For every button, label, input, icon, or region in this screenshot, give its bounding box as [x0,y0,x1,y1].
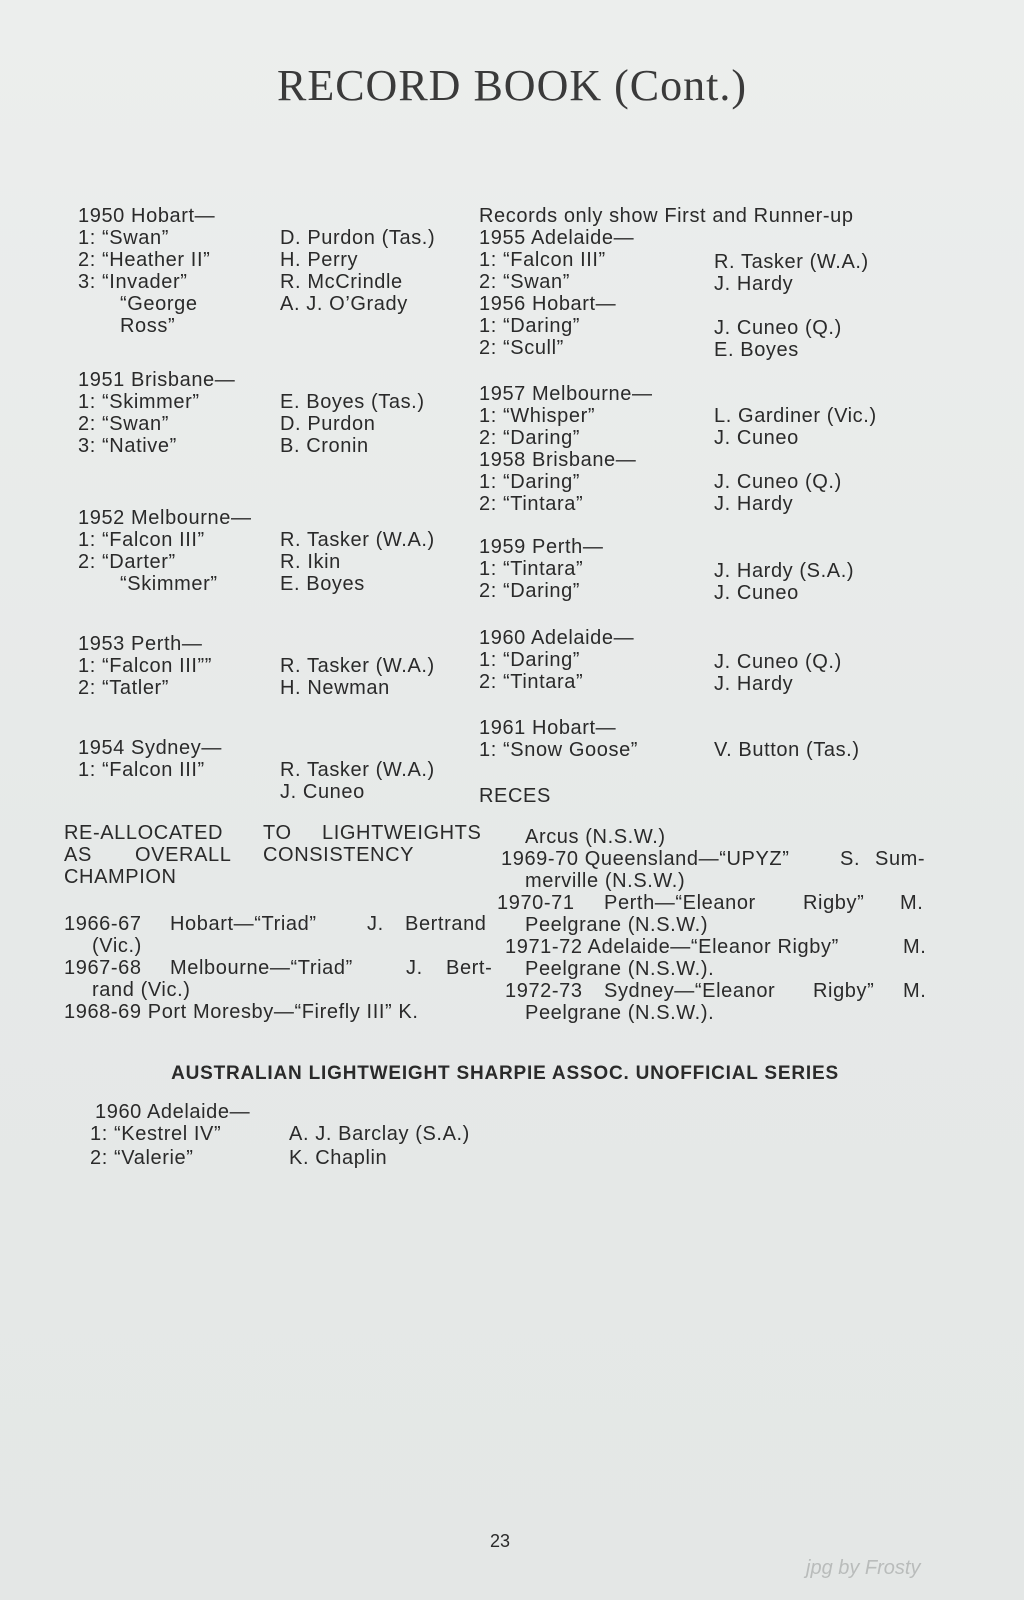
boat-name: “George [120,293,198,315]
boat-name: 2: “Daring” [479,427,581,449]
realloc-entry: Rigby” [803,892,865,914]
boat-name: 1: “Daring” [479,649,581,671]
realloc-entry: Hobart—“Triad” [170,913,317,935]
skipper-name: J. Hardy [714,493,794,515]
race-header: 1961 Hobart— [479,717,617,739]
realloc-text: AS [64,844,92,866]
realloc-entry: M. [900,892,924,914]
boat-name: 2: “Daring” [479,580,581,602]
skipper-name: R. McCrindle [280,271,403,293]
skipper-name: A. J. O’Grady [280,293,408,315]
race-header: 1952 Melbourne— [78,507,252,529]
skipper-name: J. Cuneo (Q.) [714,651,842,673]
boat-name: 1: “Falcon III” [78,759,205,781]
skipper-name: J. Cuneo (Q.) [714,317,842,339]
boat-name: Ross” [120,315,176,337]
boat-name: 2: “Tintara” [479,671,584,693]
boat-name: 1: “Whisper” [479,405,596,427]
race-header: 1958 Brisbane— [479,449,637,471]
realloc-entry: Peelgrane (N.S.W.). [525,1002,715,1024]
credit-watermark: jpg by Frosty [806,1557,921,1579]
realloc-entry: 1966-67 [64,913,142,935]
realloc-entry: Sydney—“Eleanor [604,980,776,1002]
realloc-entry: Sum- [875,848,926,870]
realloc-entry: M. [903,936,927,958]
race-header: 1959 Perth— [479,536,604,558]
skipper-name: J. Cuneo [280,781,365,803]
boat-name: 1: “Snow Goose” [479,739,639,761]
skipper-name: D. Purdon (Tas.) [280,227,436,249]
realloc-text: OVERALL [135,844,232,866]
boat-name: 1: “Skimmer” [78,391,200,413]
boat-name: 3: “Invader” [78,271,188,293]
realloc-entry: S. [840,848,861,870]
race-header: 1960 Adelaide— [95,1101,251,1123]
race-header: 1956 Hobart— [479,293,617,315]
records-note: Records only show First and Runner-up [479,205,854,227]
skipper-name: R. Tasker (W.A.) [280,655,435,677]
realloc-entry: 1968-69 Port Moresby—“Firefly III” K. [64,1001,419,1023]
realloc-entry: Peelgrane (N.S.W.) [525,914,709,936]
skipper-name: J. Cuneo [714,427,799,449]
page-number: 23 [490,1531,511,1551]
boat-name: 1: “Swan” [78,227,169,249]
boat-name: 2: “Tatler” [78,677,170,699]
realloc-entry: 1971-72 Adelaide—“Eleanor Rigby” [505,936,839,958]
race-header: 1955 Adelaide— [479,227,635,249]
boat-name: 3: “Native” [78,435,177,457]
boat-name: 2: “Darter” [78,551,176,573]
skipper-name: R. Ikin [280,551,341,573]
realloc-entry: M. [903,980,927,1002]
realloc-entry: Arcus (N.S.W.) [525,826,666,848]
boat-name: 1: “Daring” [479,471,581,493]
realloc-entry: J. [406,957,423,979]
race-header: 1954 Sydney— [78,737,222,759]
page-title: RECORD BOOK (Cont.) [276,61,748,110]
skipper-name: J. Hardy [714,273,794,295]
race-header: 1951 Brisbane— [78,369,236,391]
boat-name: 1: “Kestrel IV” [90,1123,222,1145]
realloc-entry: rand (Vic.) [92,979,191,1001]
skipper-name: V. Button (Tas.) [714,739,860,761]
realloc-entry: Peelgrane (N.S.W.). [525,958,715,980]
boat-name: 1: “Tintara” [479,558,584,580]
realloc-text: CONSISTENCY [263,844,415,866]
skipper-name: L. Gardiner (Vic.) [714,405,877,427]
boat-name: 2: “Valerie” [90,1147,194,1169]
realloc-entry: (Vic.) [92,935,142,957]
skipper-name: H. Perry [280,249,359,271]
realloc-text: LIGHTWEIGHTS [322,822,482,844]
skipper-name: E. Boyes [280,573,365,595]
boat-name: 1: “Falcon III”” [78,655,213,677]
skipper-name: J. Cuneo (Q.) [714,471,842,493]
realloc-entry: 1970-71 [497,892,575,914]
skipper-name: R. Tasker (W.A.) [714,251,869,273]
realloc-entry: J. [367,913,384,935]
realloc-entry: Rigby” [813,980,875,1002]
realloc-entry: Bert- [446,957,493,979]
boat-name: 1: “Falcon III” [479,249,606,271]
section-heading: AUSTRALIAN LIGHTWEIGHT SHARPIE ASSOC. UNOFFICIAL SERIES [171,1063,839,1084]
boat-name: 2: “Swan” [479,271,570,293]
realloc-entry: 1967-68 [64,957,142,979]
race-header: 1950 Hobart— [78,205,216,227]
realloc-entry: 1969-70 Queensland—“UPYZ” [501,848,790,870]
realloc-text: CHAMPION [64,866,177,888]
realloc-entry: Bertrand [405,913,487,935]
boat-name: 1: “Daring” [479,315,581,337]
receses-label: RECES [479,785,551,807]
realloc-entry: Melbourne—“Triad” [170,957,353,979]
realloc-entry: merville (N.S.W.) [525,870,686,892]
skipper-name: R. Tasker (W.A.) [280,759,435,781]
boat-name: “Skimmer” [120,573,218,595]
skipper-name: J. Cuneo [714,582,799,604]
race-header: 1953 Perth— [78,633,203,655]
skipper-name: J. Hardy [714,673,794,695]
skipper-name: R. Tasker (W.A.) [280,529,435,551]
race-header: 1957 Melbourne— [479,383,653,405]
realloc-text: TO [263,822,292,844]
skipper-name: H. Newman [280,677,390,699]
boat-name: 2: “Swan” [78,413,169,435]
boat-name: 2: “Scull” [479,337,564,359]
realloc-entry: 1972-73 [505,980,583,1002]
race-header: 1960 Adelaide— [479,627,635,649]
skipper-name: D. Purdon [280,413,376,435]
realloc-text: RE-ALLOCATED [64,822,224,844]
skipper-name: E. Boyes [714,339,799,361]
boat-name: 2: “Heather II” [78,249,211,271]
realloc-entry: Perth—“Eleanor [604,892,756,914]
skipper-name: K. Chaplin [289,1147,388,1169]
boat-name: 2: “Tintara” [479,493,584,515]
boat-name: 1: “Falcon III” [78,529,205,551]
skipper-name: E. Boyes (Tas.) [280,391,425,413]
skipper-name: B. Cronin [280,435,369,457]
skipper-name: A. J. Barclay (S.A.) [289,1123,470,1145]
skipper-name: J. Hardy (S.A.) [714,560,855,582]
